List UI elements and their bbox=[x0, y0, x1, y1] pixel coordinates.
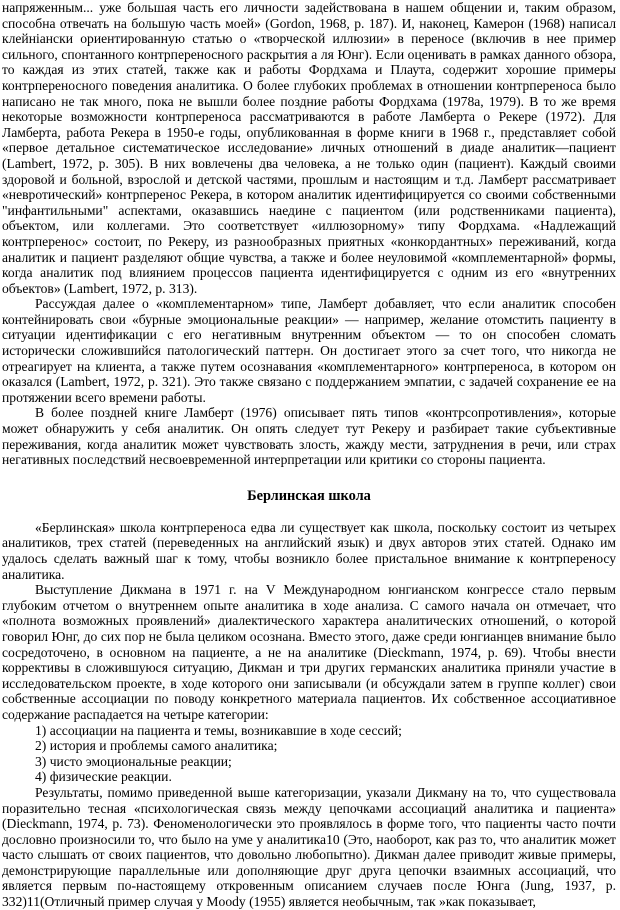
list-item: 4) физические реакции. bbox=[35, 769, 172, 785]
paragraph-3: В более поздней книге Ламберт (1976) описывает пять типов «контрсопротивления», которые может обнаружить у себя аналитик. Он опять следует тут Рекеру и разбирает такие субъективные переживания, когда аналитик может чувствовать злость, жажду мести, затруднения в речи, или страх негативных последствий несвоевременной интерпретации или критики со стороны пациента. bbox=[2, 405, 616, 468]
list-item: 2) история и проблемы самого аналитика; bbox=[35, 738, 278, 754]
list-item: 1) ассоциации на пациента и темы, возникавшие в ходе сессий; bbox=[35, 722, 402, 738]
paragraph-6: Результаты, помимо приведенной выше категоризации, указали Дикману на то, что существовала поразительно тесная «психологическая связь между цепочками ассоциаций аналитика и пациента» (Dieckmann, 1974, p. 73). Феноменологически это проявлялось в форме того, что пациенты часто почти дословно произносили то, что было на уме у аналитика10 (Это, наоборот, как раз то, что аналитик может часто слышать от своих пациентов, что довольно любопытно). Дикман далее приводит живые примеры, демонстрирующие параллельные или дополняющие друг друга цепочки взаимных ассоциаций, что является первым по-настоящему откровенным описанием случаев после Юнга (Jung, 1937, p. 332)11(Отличный пример случая у Moody (1955) является необычным, так »как показывает, bbox=[2, 784, 616, 910]
category-list bbox=[2, 723, 616, 785]
paragraph-5: Выступление Дикмана в 1971 г. на V Международном юнгианском конгрессе стало первым глубоким отчетом о внутреннем опыте аналитика в ходе анализа. С самого начала он отмечает, что «полнота возможных проявлений» диалектического характера аналитических отношений, о которой говорил Юнг, до сих пор не была целиком осознана. Вместо этого, даже среди юнгианцев внимание было сосредоточено, в основном на пациенте, а не на аналитике (Dieckmann, 1974, p. 69). Чтобы внести коррективы в сложившуюся ситуацию, Дикман и три других германских аналитика приняли участие в исследовательском проекте, в ходе которого они записывали (и обсуждали затем в группе коллег) свои собственные ассоциации по поводу конкретного материала пациентов. Их собственное ассоциативное содержание распадается на четыре категории: bbox=[2, 582, 616, 722]
paragraph-2: Рассуждая далее о «комплементарном» типе, Ламберт добавляет, что если аналитик способен контейнировать свои «бурные эмоциональные реакции» — например, желание отомстить пациенту в ситуации идентификации с его негативным внутренним объектом — то он способен сломать исторически сложившийся патологический паттерн. Он достигает этого за счет того, что никогда не отреагирует на клиента, а также путем осознавания «комплементарного» контрпереноса, в котором он оказался (Lambert, 1972, p. 321). Это также связано с поддержанием эмпатии, с задачей сохранение ее на протяжении всего времени работы. bbox=[2, 296, 616, 405]
section-heading: Берлинская школа bbox=[247, 487, 371, 504]
document-page bbox=[2, 0, 616, 910]
paragraph-4: «Берлинская» школа контрпереноса едва ли существует как школа, поскольку состоит из четырех аналитиков, трех статей (переведенных на английский язык) и двух авторов этих статей. Однако им удалось сделать важный шаг к тому, чтобы возникло более пристальное внимание к контрпереносу аналитика. bbox=[2, 519, 616, 582]
list-item: 3) чисто эмоциональные реакции; bbox=[35, 753, 232, 769]
paragraph-1: напряженным... уже большая часть его личности задействована в нашем общении и, таким образом, способна отвечать на большую часть моей» (Gordon, 1968, p. 187). И, наконец, Камерон (1968) написал клейнiански ориентированную статью о «творческой иллюзии» в переносе (включив в нее пример сильного, спонтанного контрпереносного раскрытия а ля Юнг). Если оценивать в рамках данного обзора, то каждая из этих статей, также как и работы Фордхама и Плаута, содержит хорошие примеры контрпереносного поведения аналитика. О более глубоких проблемах в отношении контрпереноса было написано не так много, пока не вышли более поздние работы Фордхама (1978a, 1979). В то же время некоторые возможности контрпереноса рассматриваются в работе Ламберта о Рекере (1972). Для Ламберта, работа Рекера в 1950-е годы, опубликованная в форме книги в 1968 г., представляет собой «первое детальное систематическое исследование» личных отношений в диаде аналитик—пациент (Lambert, 1972, p. 305). В них вовлечены два человека, а не только один (пациент). Каждый своими здоровой и больной, взрослой и детской частями, прошлым и настоящим и т.д. Ламберт рассматривает «невротический» контрперенос Рекера, в котором аналитик идентифицируется со своими собственными "инфантильными" аспектами, оказавшись наедине с пациентом (или родственниками пациента), объектом, или коллегами. Это соответствует «иллюзорному» типу Фордхама. «Надлежащий контрперенос» состоит, по Рекеру, из разнообразных приятных «конкордантных» переживаний, когда аналитик и пациент разделяют общие чувства, а также и более неуловимой «комплементарной» формы, когда аналитик под влиянием процессов пациента идентифицируется с одним из его «внутренних объектов» (Lambert, 1972, p. 313). bbox=[2, 0, 616, 296]
